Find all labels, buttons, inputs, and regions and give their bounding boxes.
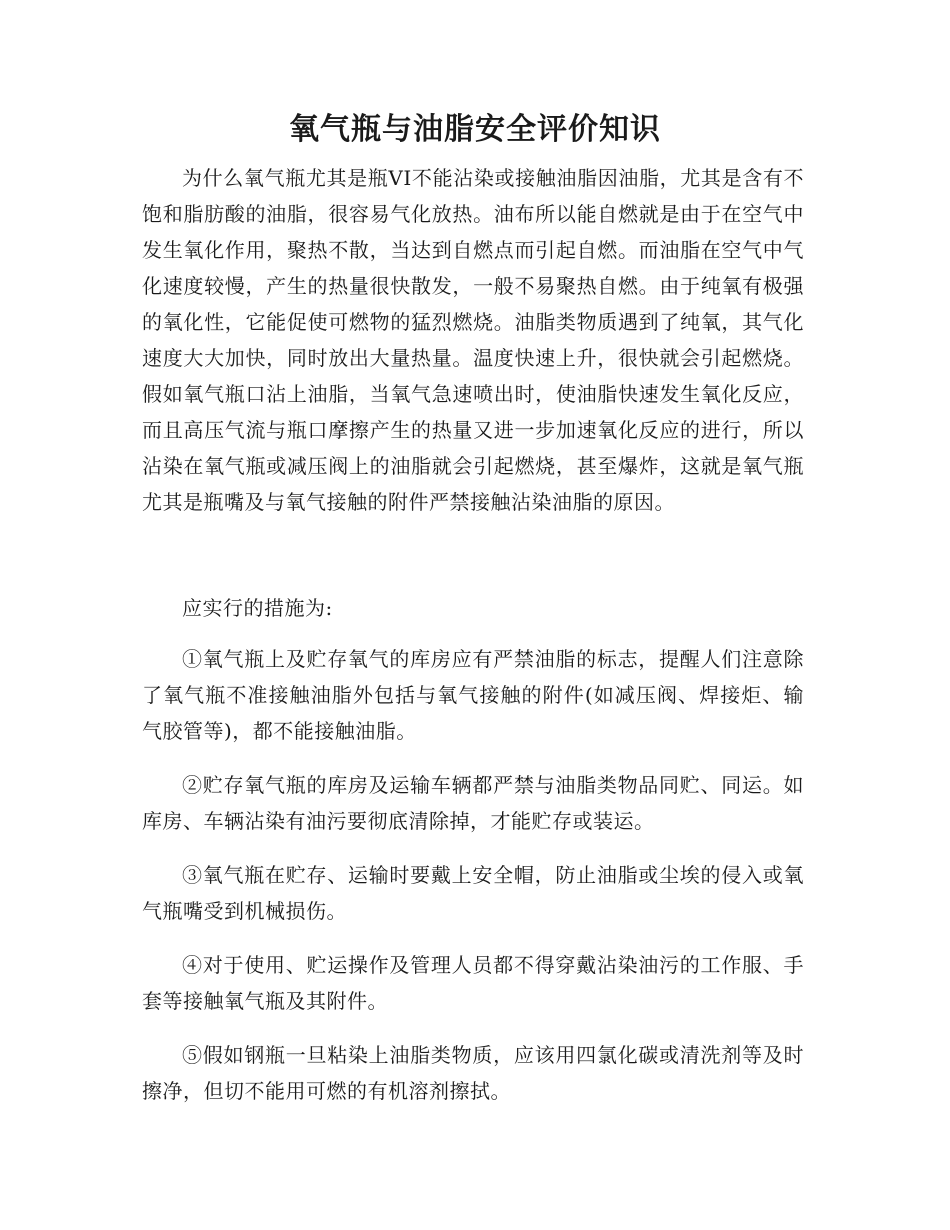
measures-heading: 应实行的措施为: <box>182 596 333 620</box>
measure-item-5: ⑤假如钢瓶一旦粘染上油脂类物质，应该用四氯化碳或清洗剂等及时擦净，但切不能用可燃的有机溶剂擦拭。 <box>142 1043 804 1103</box>
measure-item-1: ①氧气瓶上及贮存氧气的库房应有严禁油脂的标志，提醒人们注意除了氧气瓶不准接触油脂外包括与氧气接触的附件(如减压阀、焊接炬、输气胶管等)，都不能接触油脂。 <box>142 647 804 743</box>
document-title: 氧气瓶与油脂安全评价知识 <box>289 112 661 147</box>
intro-paragraph: 为什么氧气瓶尤其是瓶VI不能沾染或接触油脂因油脂，尤其是含有不饱和脂肪酸的油脂，很容易气化放热。油布所以能自燃就是由于在空气中发生氧化作用，聚热不散，当达到自燃点而引起自燃。而油脂在空气中气化速度较慢，产生的热量很快散发，一般不易聚热自燃。由于纯氧有极强的氧化性，它能促使可燃物的猛烈燃烧。油脂类物质遇到了纯氧，其气化速度大大加快，同时放出大量热量。温度快速上升，很快就会引起燃烧。假如氧气瓶口沾上油脂，当氧气急速喷出时，使油脂快速发生氧化反应，而且高压气流与瓶口摩擦产生的热量又进一步加速氧化反应的进行，所以沾染在氧气瓶或减压阀上的油脂就会引起燃烧，甚至爆炸，这就是氧气瓶尤其是瓶嘴及与氧气接触的附件严禁接触沾染油脂的原因。 <box>142 166 804 514</box>
measure-item-4: ④对于使用、贮运操作及管理人员都不得穿戴沾染油污的工作服、手套等接触氧气瓶及其附件。 <box>142 953 804 1013</box>
measure-item-3: ③氧气瓶在贮存、运输时要戴上安全帽，防止油脂或尘埃的侵入或氧气瓶嘴受到机械损伤。 <box>142 863 804 923</box>
measure-item-2: ②贮存氧气瓶的库房及运输车辆都严禁与油脂类物品同贮、同运。如库房、车辆沾染有油污要彻底清除掉，才能贮存或装运。 <box>142 773 804 833</box>
